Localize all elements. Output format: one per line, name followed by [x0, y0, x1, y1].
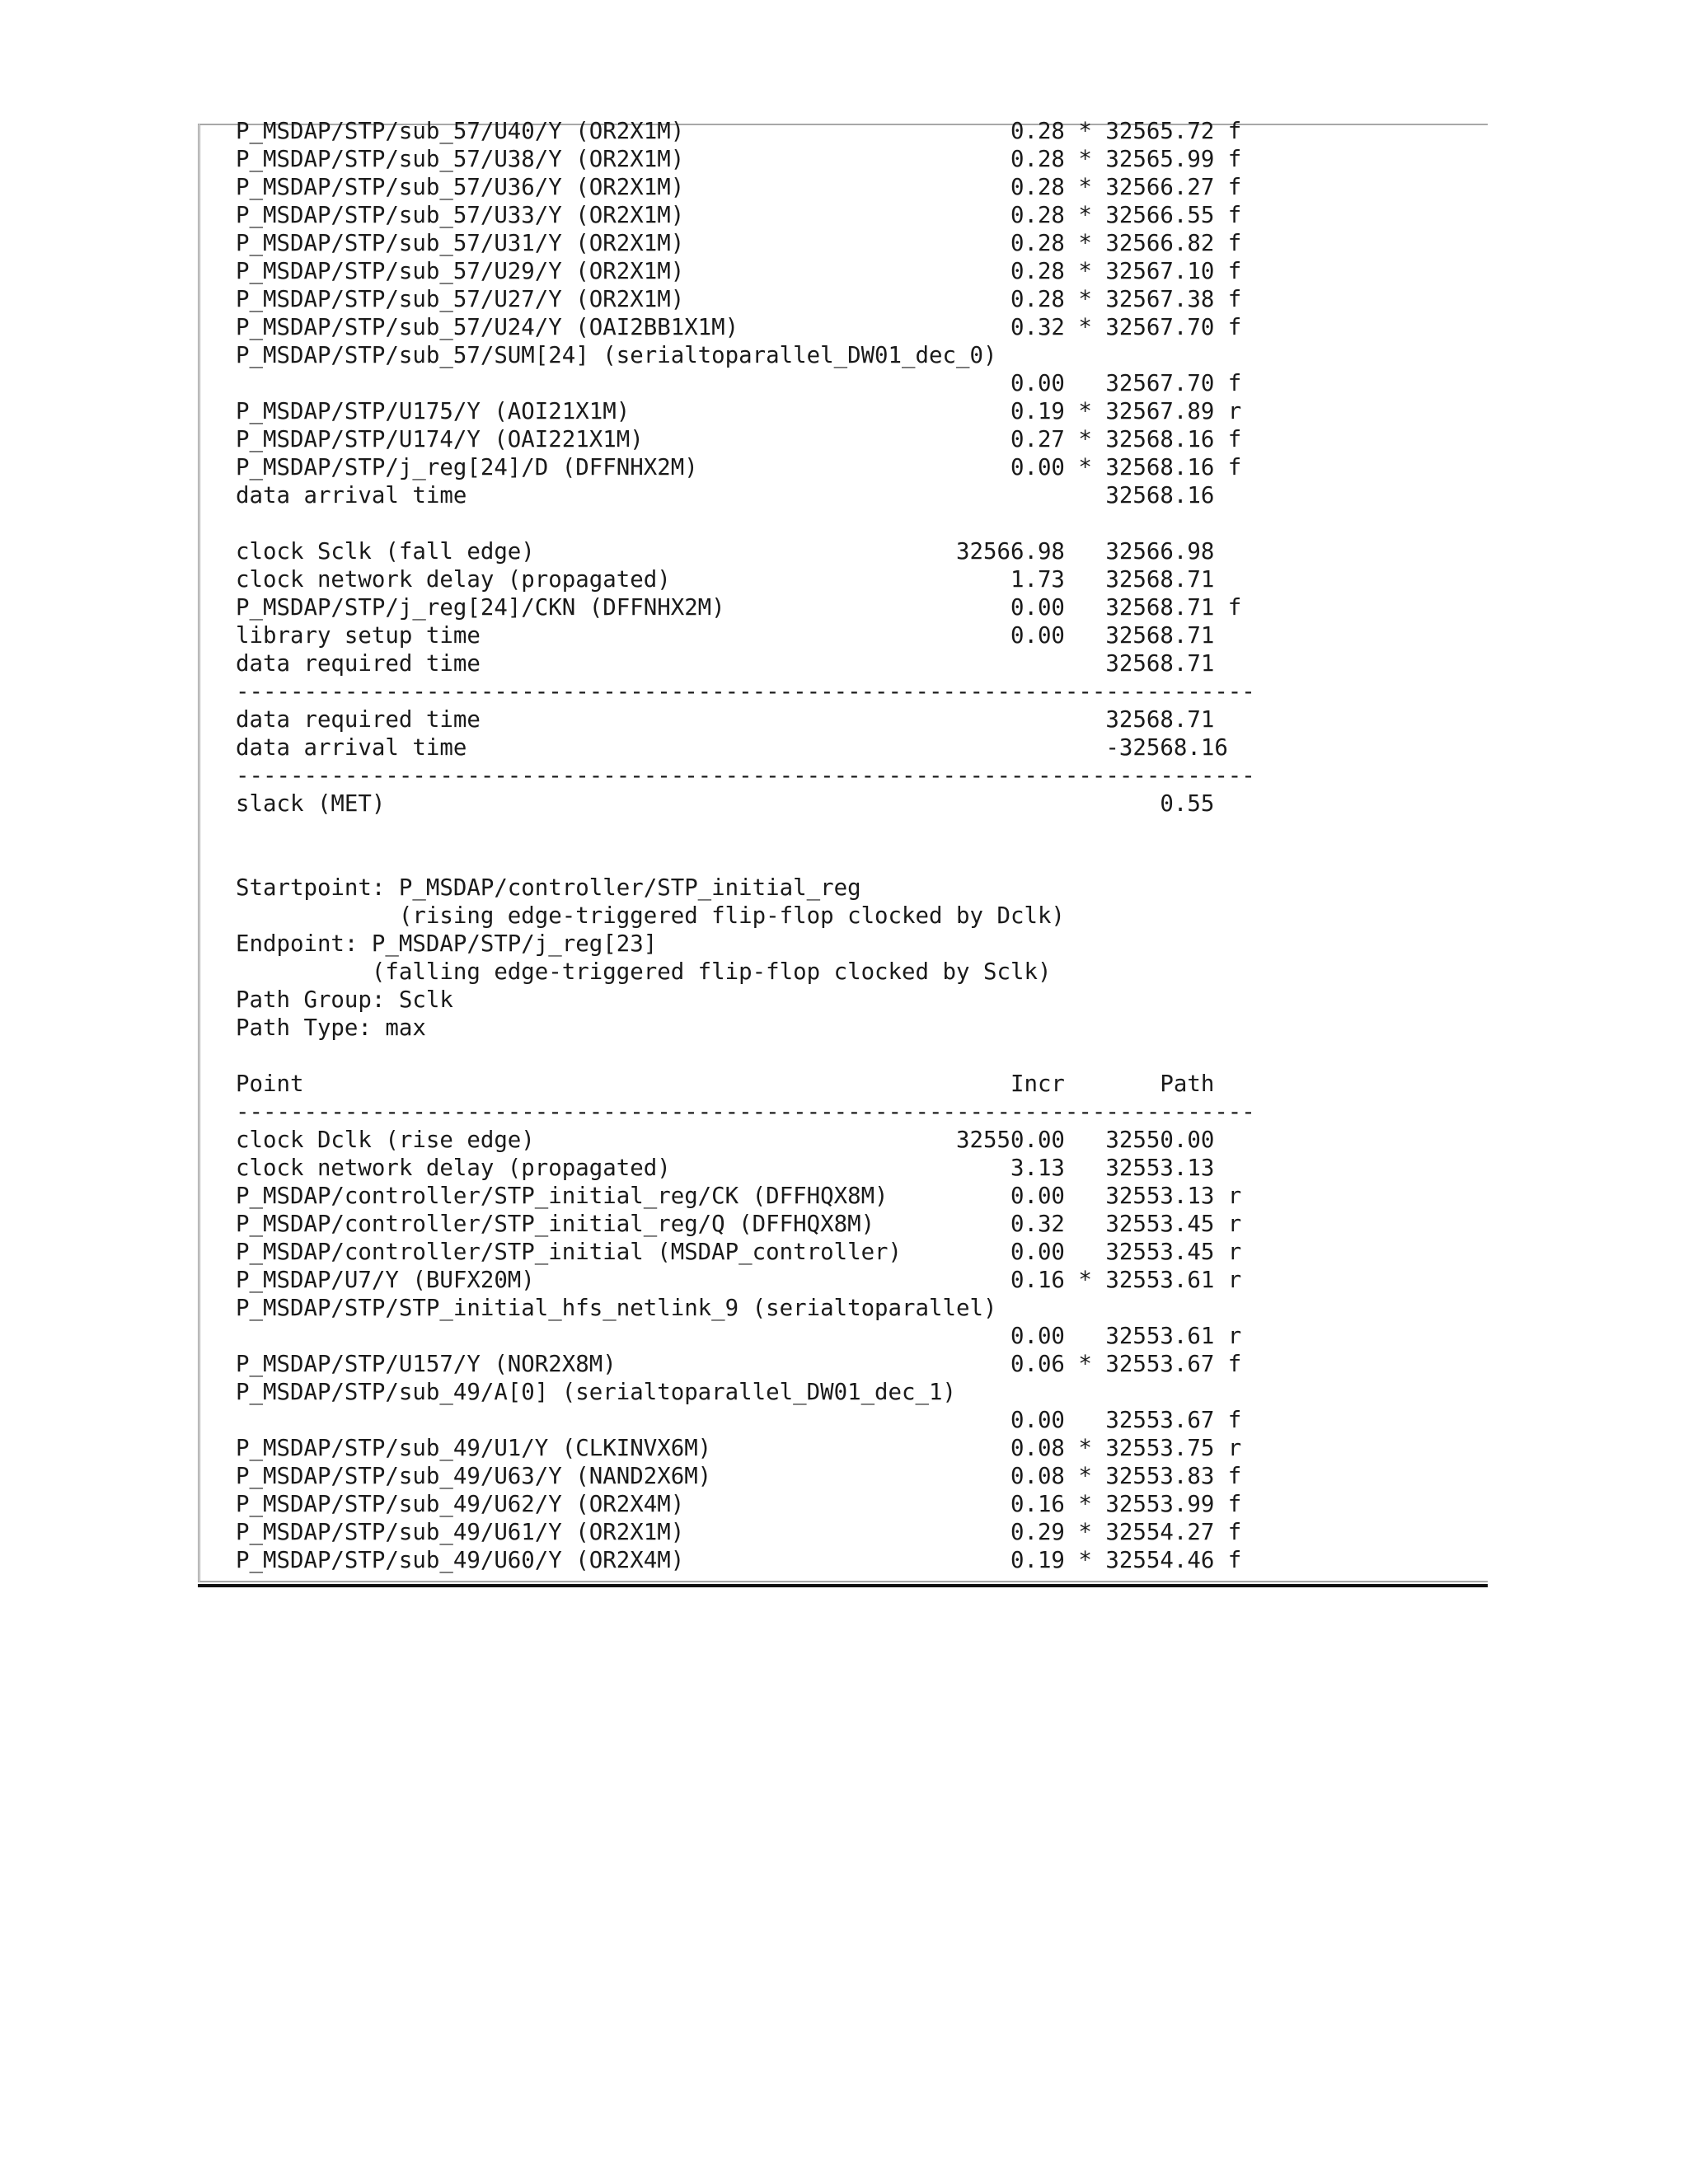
startpoint-line: Startpoint: P_MSDAP/controller/STP_initial_reg — [236, 875, 861, 901]
report-line: P_MSDAP/STP/sub_57/SUM[24] (serialtoparallel_DW01_dec_0) — [236, 343, 997, 368]
report-line: P_MSDAP/U7/Y (BUFX20M) 0.16 * 32553.61 r — [236, 1268, 1242, 1293]
data-required-time-line: data required time 32568.71 — [236, 651, 1215, 677]
report-line: P_MSDAP/STP/sub_57/U27/Y (OR2X1M) 0.28 * 32567.38 f — [236, 287, 1242, 312]
report-line: P_MSDAP/STP/sub_57/U29/Y (OR2X1M) 0.28 * 32567.10 f — [236, 259, 1242, 284]
blank-line — [236, 846, 1431, 874]
report-line: P_MSDAP/STP/sub_57/U38/Y (OR2X1M) 0.28 * 32565.99 f — [236, 147, 1242, 172]
report-line: P_MSDAP/STP/U157/Y (NOR2X8M) 0.06 * 32553.67 f — [236, 1352, 1242, 1377]
report-line: library setup time 0.00 32568.71 — [236, 623, 1215, 649]
column-header-line: Point Incr Path — [236, 1071, 1215, 1097]
report-line: P_MSDAP/STP/sub_49/U60/Y (OR2X4M) 0.19 * 32554.46 f — [236, 1548, 1242, 1573]
timing-report — [236, 118, 1431, 1582]
report-line: P_MSDAP/STP/j_reg[24]/CKN (DFFNHX2M) 0.00 32568.71 f — [236, 595, 1242, 621]
report-line: 0.00 32553.61 r — [236, 1324, 1242, 1349]
report-line: P_MSDAP/STP/sub_49/U63/Y (NAND2X6M) 0.08 * 32553.83 f — [236, 1464, 1242, 1489]
separator-line: --------------------------------------------------------------------------- — [236, 1099, 1255, 1125]
endpoint-detail-line: (falling edge-triggered flip-flop clocked by Sclk) — [236, 959, 1052, 985]
report-line: P_MSDAP/controller/STP_initial (MSDAP_controller) 0.00 32553.45 r — [236, 1240, 1242, 1265]
path-type-line: Path Type: max — [236, 1015, 426, 1041]
frame-bottom-border — [198, 1584, 1488, 1587]
separator-line: --------------------------------------------------------------------------- — [236, 679, 1255, 705]
report-line: P_MSDAP/STP/sub_57/U36/Y (OR2X1M) 0.28 * 32566.27 f — [236, 175, 1242, 200]
report-line: P_MSDAP/controller/STP_initial_reg/CK (DFFHQX8M) 0.00 32553.13 r — [236, 1183, 1242, 1209]
blank-line — [236, 818, 1431, 846]
report-line: P_MSDAP/controller/STP_initial_reg/Q (DFFHQX8M) 0.32 32553.45 r — [236, 1212, 1242, 1237]
report-line: P_MSDAP/STP/sub_49/U1/Y (CLKINVX6M) 0.08 * 32553.75 r — [236, 1436, 1242, 1461]
report-line: P_MSDAP/STP/sub_57/U33/Y (OR2X1M) 0.28 * 32566.55 f — [236, 203, 1242, 228]
data-arrival-time-line: data arrival time 32568.16 — [236, 483, 1215, 509]
report-line: P_MSDAP/STP/U175/Y (AOI21X1M) 0.19 * 32567.89 r — [236, 399, 1242, 424]
startpoint-detail-line: (rising edge-triggered flip-flop clocked by Dclk) — [236, 903, 1065, 929]
report-line: P_MSDAP/STP/U174/Y (OAI221X1M) 0.27 * 32568.16 f — [236, 427, 1242, 452]
report-line: clock network delay (propagated) 1.73 32568.71 — [236, 567, 1215, 593]
blank-line — [236, 1043, 1431, 1071]
report-line: P_MSDAP/STP/sub_49/U61/Y (OR2X1M) 0.29 * 32554.27 f — [236, 1520, 1242, 1545]
data-arrival-time-line: data arrival time -32568.16 — [236, 735, 1228, 761]
report-line: P_MSDAP/STP/STP_initial_hfs_netlink_9 (serialtoparallel) — [236, 1296, 997, 1321]
slack-line: slack (MET) 0.55 — [236, 791, 1215, 817]
report-line: clock network delay (propagated) 3.13 32553.13 — [236, 1155, 1215, 1181]
blank-line — [236, 510, 1431, 538]
data-required-time-line: data required time 32568.71 — [236, 707, 1215, 733]
report-line: P_MSDAP/STP/j_reg[24]/D (DFFNHX2M) 0.00 * 32568.16 f — [236, 455, 1242, 480]
report-line: clock Dclk (rise edge) 32550.00 32550.00 — [236, 1127, 1215, 1153]
report-line: clock Sclk (fall edge) 32566.98 32566.98 — [236, 539, 1215, 565]
report-line: 0.00 32567.70 f — [236, 371, 1242, 396]
report-line: 0.00 32553.67 f — [236, 1408, 1242, 1433]
separator-line: --------------------------------------------------------------------------- — [236, 763, 1255, 789]
endpoint-line: Endpoint: P_MSDAP/STP/j_reg[23] — [236, 931, 658, 957]
path-group-line: Path Group: Sclk — [236, 987, 453, 1013]
report-line: P_MSDAP/STP/sub_57/U24/Y (OAI2BB1X1M) 0.32 * 32567.70 f — [236, 315, 1242, 340]
report-line: P_MSDAP/STP/sub_49/U62/Y (OR2X4M) 0.16 * 32553.99 f — [236, 1492, 1242, 1517]
report-line: P_MSDAP/STP/sub_49/A[0] (serialtoparallel_DW01_dec_1) — [236, 1380, 956, 1405]
report-line: P_MSDAP/STP/sub_57/U31/Y (OR2X1M) 0.28 * 32566.82 f — [236, 231, 1242, 256]
report-line: P_MSDAP/STP/sub_57/U40/Y (OR2X1M) 0.28 * 32565.72 f — [236, 119, 1242, 144]
